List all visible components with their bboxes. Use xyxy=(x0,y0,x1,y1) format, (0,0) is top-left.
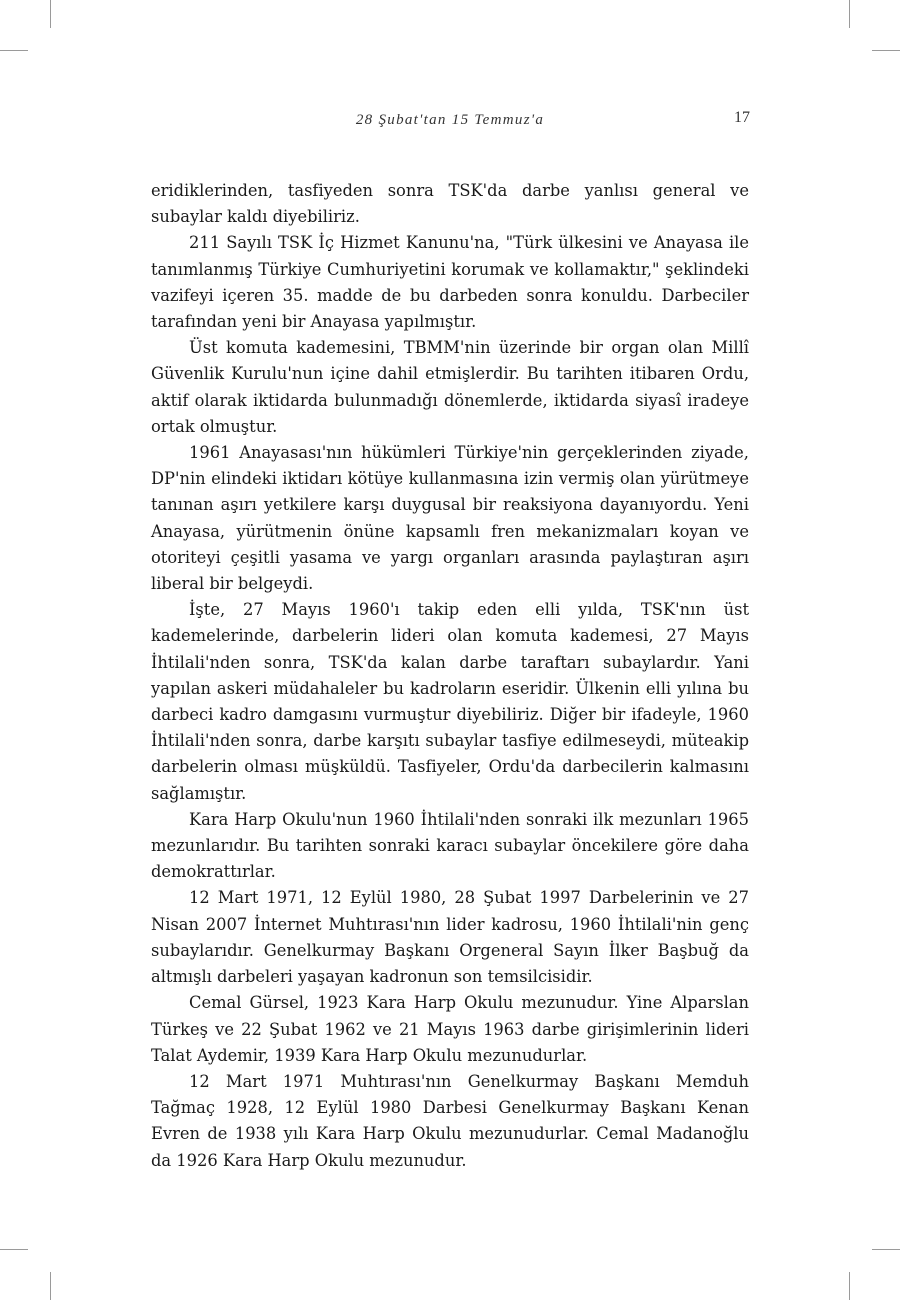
paragraph: 211 Sayılı TSK İç Hizmet Kanunu'na, "Türk ülkesini ve Anayasa ile tanımlanmış Türkiye Cumhuriyetini korumak ve kollamaktır," şeklindeki vazifeyi içeren 35. madde de bu darbeden sonra konuldu. Darbeciler tarafından yeni bir Anayasa yapılmıştır. xyxy=(151,233,749,332)
paragraph: Kara Harp Okulu'nun 1960 İhtilali'nden sonraki ilk mezunları 1965 mezunlarıdır. Bu tarihten sonraki karacı subaylar öncekilere göre daha demokrattırlar. xyxy=(151,809,749,882)
page-number: 17 xyxy=(734,109,750,126)
crop-mark-top-right-h xyxy=(872,50,900,51)
paragraph: 12 Mart 1971, 12 Eylül 1980, 28 Şubat 1997 Darbelerinin ve 27 Nisan 2007 İnternet Muhtırası'nın lider kadrosu, 1960 İhtilali'nin genç subaylarıdır. Genelkurmay Başkanı Orgeneral Sayın İlker Başbuğ da altmışlı darbeleri yaşayan kadronun son temsilcisidir. xyxy=(151,888,749,987)
paragraph: eridiklerinden, tasfiyeden sonra TSK'da darbe yanlısı general ve subaylar kaldı diyebiliriz. xyxy=(151,181,749,227)
crop-mark-top-left-h xyxy=(0,50,28,51)
crop-mark-bottom-left-h xyxy=(0,1249,28,1250)
crop-mark-bottom-left xyxy=(50,1272,51,1300)
running-title: 28 Şubat'tan 15 Temmuz'a xyxy=(355,112,545,128)
paragraph: 1961 Anayasası'nın hükümleri Türkiye'nin gerçeklerinden ziyade, DP'nin elindeki iktidarı kötüye kullanmasına izin vermiş olan yürütmeye tanınan aşırı yetkilere karşı duygusal bir reaksiyona dayanıyordu. Yeni Anayasa, yürütmenin önüne kapsamlı fren mekanizmaları koyan ve otoriteyi çeşitli yasama ve yargı organları arasında paylaştıran aşırı liberal bir belgeydi. xyxy=(151,443,749,594)
paragraph: Üst komuta kademesini, TBMM'nin üzerinde bir organ olan Millî Güvenlik Kurulu'nun içine dahil etmişlerdir. Bu tarihten itibaren Ordu, aktif olarak iktidarda bulunmadığı dönemlerde, iktidarda siyasî iradeye ortak olmuştur. xyxy=(151,338,749,436)
running-head xyxy=(150,109,750,134)
paragraph: Cemal Gürsel, 1923 Kara Harp Okulu mezunudur. Yine Alparslan Türkeş ve 22 Şubat 1962 ve 21 Mayıs 1963 darbe girişimlerinin lideri Talat Aydemir, 1939 Kara Harp Okulu mezunudurlar. xyxy=(151,993,749,1065)
crop-mark-bottom-right-h xyxy=(872,1249,900,1250)
crop-mark-top-left xyxy=(50,0,51,28)
paragraph: 12 Mart 1971 Muhtırası'nın Genelkurmay Başkanı Memduh Tağmaç 1928, 12 Eylül 1980 Darbesi Genelkurmay Başkanı Kenan Evren de 1938 yılı Kara Harp Okulu mezunudurlar. Cemal Madanoğlu da 1926 Kara Harp Okulu mezunudur. xyxy=(151,1071,749,1170)
body-text xyxy=(151,178,749,1174)
paragraph: İşte, 27 Mayıs 1960'ı takip eden elli yılda, TSK'nın üst kademelerinde, darbelerin lideri olan komuta kademesi, 27 Mayıs İhtilali'nden sonra, TSK'da kalan darbe taraftarı subaylardır. Yani yapılan askeri müdahaleler bu kadroların eseridir. Ülkenin elli yılına bu darbeci kadro damgasını vurmuştur diyebiliriz. Diğer bir ifadeyle, 1960 İhtilali'nden sonra, darbe karşıtı subaylar tasfiye edilmeseydi, müteakip darbelerin olması müşküldü. Tasfiyeler, Ordu'da darbecilerin kalmasını sağlamıştır. xyxy=(151,600,749,803)
crop-mark-top-right xyxy=(849,0,850,28)
crop-mark-bottom-right xyxy=(849,1272,850,1300)
